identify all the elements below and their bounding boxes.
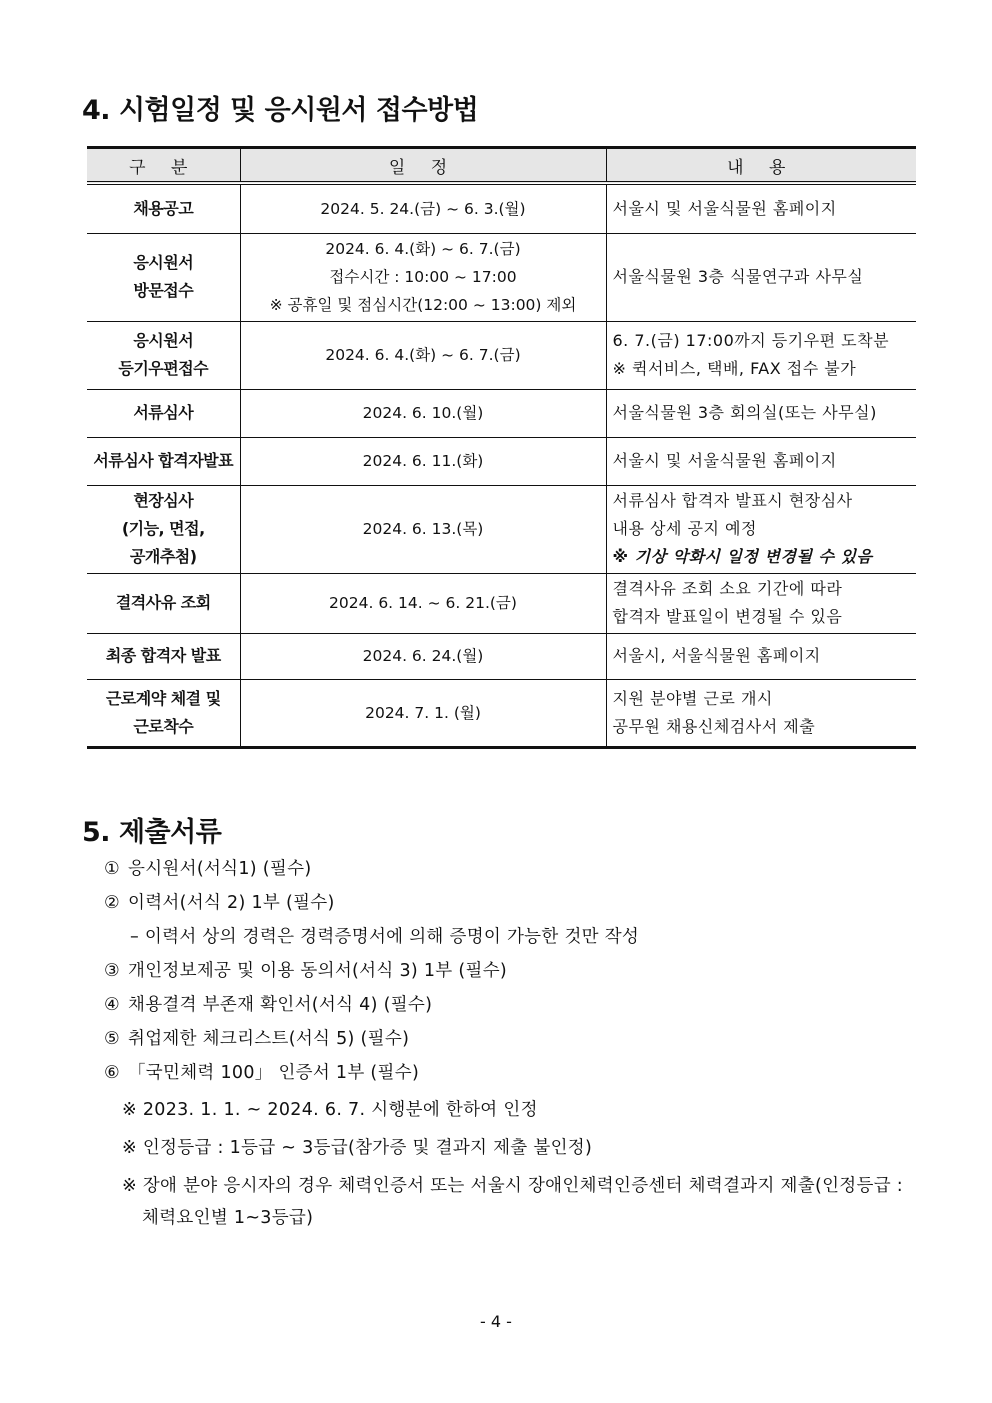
document-item: [104, 886, 639, 920]
row-content: [606, 437, 916, 485]
item-number-marker: ⑤: [104, 1029, 120, 1049]
table-row: [87, 233, 916, 321]
row-content-line: ※ 퀵서비스, 택배, FAX 접수 불가: [612, 359, 857, 378]
row-schedule: [240, 233, 606, 321]
row-content-line: 서울식물원 3층 식물연구과 사무실: [612, 267, 864, 286]
header-schedule: 일 정: [240, 148, 606, 184]
header-content: 내 용: [606, 148, 916, 184]
row-content: [606, 573, 916, 633]
item-number-marker: ⑥: [104, 1063, 120, 1083]
row-schedule: [240, 437, 606, 485]
document-item: [104, 1056, 639, 1090]
section-4-title: 4. 시험일정 및 응시원서 접수방법: [82, 95, 479, 126]
item-number-marker: ③: [104, 961, 120, 981]
row-schedule: [240, 389, 606, 437]
row-content-line: 서울식물원 3층 회의실(또는 사무실): [612, 403, 877, 422]
required-documents-list: [104, 852, 639, 1090]
row-category: [87, 485, 240, 573]
row-category-line: 서류심사 합격자발표: [93, 451, 234, 470]
row-content-line: 서류심사 합격자 발표시 현장심사: [612, 491, 853, 510]
table-header-row: [87, 148, 916, 184]
row-content-line: 합격자 발표일이 변경될 수 있음: [612, 607, 843, 626]
row-category-line: 최종 합격자 발표: [105, 646, 221, 665]
row-category-line: 응시원서: [133, 331, 194, 350]
row-category-line: 방문접수: [133, 281, 194, 300]
row-category: [87, 389, 240, 437]
item-number-marker: ①: [104, 859, 120, 879]
table-row: [87, 437, 916, 485]
row-schedule-line: 2024. 6. 4.(화) ~ 6. 7.(금): [325, 346, 521, 364]
row-category-line: 근로착수: [133, 716, 194, 736]
row-category: [87, 573, 240, 633]
document-item-note: [104, 920, 639, 954]
row-category-line: 근로계약 체결 및: [105, 688, 221, 708]
fitness-certificate-notes: [122, 1094, 912, 1240]
row-schedule-line: 2024. 6. 10.(월): [362, 404, 484, 422]
row-category: [87, 183, 240, 233]
item-number-marker: ④: [104, 995, 120, 1015]
row-schedule-line: 2024. 6. 14. ~ 6. 21.(금): [329, 594, 517, 612]
table-row: [87, 573, 916, 633]
row-content-line: 6. 7.(금) 17:00까지 등기우편 도착분: [612, 331, 890, 350]
note-item: ※ 2023. 1. 1. ~ 2024. 6. 7. 시행분에 한하여 인정: [122, 1100, 538, 1120]
row-content-line: 서울시 및 서울식물원 홈페이지: [612, 451, 837, 470]
document-item: [104, 1022, 639, 1056]
header-category: 구 분: [87, 148, 240, 184]
row-schedule: [240, 573, 606, 633]
row-category: [87, 437, 240, 485]
row-schedule: [240, 183, 606, 233]
document-item-text: 이력서(서식 2) 1부 (필수): [128, 893, 335, 913]
section-5-title: 5. 제출서류: [82, 817, 222, 848]
row-content: [606, 233, 916, 321]
table-row: [87, 389, 916, 437]
document-item-text: 취업제한 체크리스트(서식 5) (필수): [128, 1029, 410, 1049]
document-item-text: 「국민체력 100」 인증서 1부 (필수): [128, 1063, 420, 1083]
row-category-line: 결격사유 조회: [115, 593, 211, 612]
table-row: [87, 485, 916, 573]
row-schedule: [240, 485, 606, 573]
note-item: ※ 장애 분야 응시자의 경우 체력인증서 또는 서울시 장애인체력인증센터 체력결과지 제출(인정등급 : 체력요인별 1~3등급): [122, 1176, 903, 1228]
row-content-line: 지원 분야별 근로 개시: [612, 688, 773, 708]
document-item-text: 응시원서(서식1) (필수): [128, 859, 312, 879]
row-category-line: 서류심사: [133, 403, 194, 422]
row-schedule-line: 2024. 6. 13.(목): [362, 520, 484, 538]
row-content: [606, 321, 916, 389]
document-item: [104, 988, 639, 1022]
row-content: [606, 485, 916, 573]
row-content: [606, 389, 916, 437]
exam-schedule-table: [87, 146, 916, 749]
row-schedule-line: ※ 공휴일 및 점심시간(12:00 ~ 13:00) 제외: [269, 296, 577, 314]
row-content: [606, 679, 916, 747]
note-item: ※ 인정등급 : 1등급 ~ 3등급(참가증 및 결과지 제출 불인정): [122, 1138, 593, 1158]
row-content-line: 서울시 및 서울식물원 홈페이지: [612, 198, 837, 218]
row-content-line: ※ 기상 악화시 일정 변경될 수 있음: [612, 547, 873, 566]
row-schedule: [240, 633, 606, 679]
document-item: [104, 954, 639, 988]
row-schedule-line: 접수시간 : 10:00 ~ 17:00: [329, 268, 517, 286]
row-category: [87, 679, 240, 747]
row-content-line: 결격사유 조회 소요 기간에 따라: [612, 579, 843, 598]
row-category-line: 공개추첨): [129, 547, 197, 566]
document-item-text: 개인정보제공 및 이용 동의서(서식 3) 1부 (필수): [128, 961, 508, 981]
row-category-line: 응시원서: [133, 253, 194, 272]
row-category-line: 채용공고: [133, 198, 194, 218]
table-row: [87, 633, 916, 679]
row-content-line: 공무원 채용신체검사서 제출: [612, 716, 816, 736]
row-schedule: [240, 679, 606, 747]
row-category-line: 현장심사: [133, 491, 194, 510]
row-schedule-line: 2024. 5. 24.(금) ~ 6. 3.(월): [320, 199, 526, 218]
row-content-line: 내용 상세 공지 예정: [612, 519, 757, 538]
row-schedule-line: 2024. 6. 4.(화) ~ 6. 7.(금): [325, 240, 521, 258]
table-row: [87, 183, 916, 233]
row-schedule: [240, 321, 606, 389]
row-content: [606, 183, 916, 233]
document-item-text: 채용결격 부존재 확인서(서식 4) (필수): [128, 995, 433, 1015]
row-category: [87, 233, 240, 321]
row-category: [87, 633, 240, 679]
row-schedule-line: 2024. 6. 24.(월): [362, 647, 484, 665]
document-item: [104, 852, 639, 886]
row-schedule-line: 2024. 6. 11.(화): [362, 452, 484, 470]
table-row: [87, 321, 916, 389]
row-category-line: 등기우편접수: [118, 359, 209, 378]
row-category-line: (기능, 면접,: [121, 519, 205, 538]
row-category: [87, 321, 240, 389]
item-number-marker: ②: [104, 893, 120, 913]
row-content-line: 서울시, 서울식물원 홈페이지: [612, 646, 821, 665]
page-number: - 4 -: [480, 1312, 512, 1331]
table-row: [87, 679, 916, 747]
document-item-text: – 이력서 상의 경력은 경력증명서에 의해 증명이 가능한 것만 작성: [130, 927, 640, 947]
row-content: [606, 633, 916, 679]
row-schedule-line: 2024. 7. 1. (월): [365, 703, 481, 722]
